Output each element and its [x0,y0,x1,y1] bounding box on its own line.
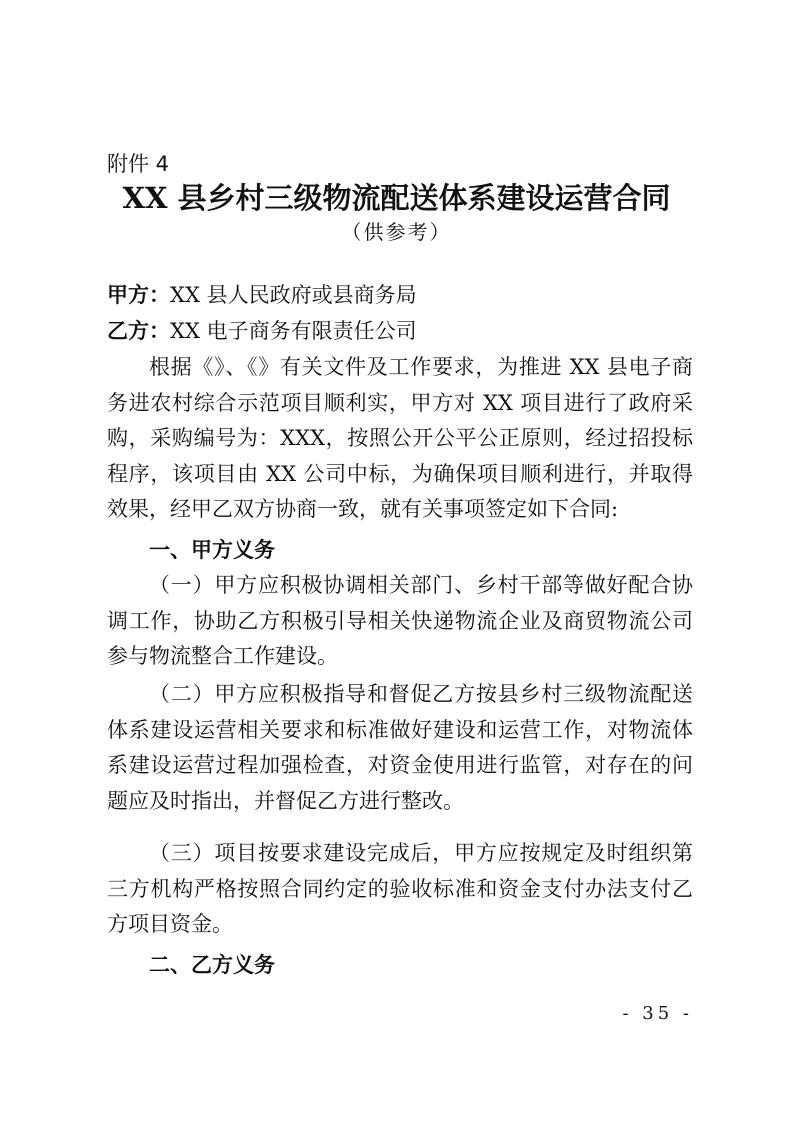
document-title: XX 县乡村三级物流配送体系建设运营合同 [122,181,671,215]
section-heading-party-a-obligations: 一、甲方义务 [149,538,275,562]
party-a-label: 甲方： [107,283,170,307]
page-number: - 35 - [622,1003,693,1024]
party-b-name: XX 电子商务有限责任公司 [170,319,417,343]
document-subtitle: （供参考） [341,220,452,244]
clause-paragraph: （二）甲方应积极指导和督促乙方按县乡村三级物流配送体系建设运营相关要求和标准做好建设和运营工作，对物流体系建设运营过程加强检查，对资金使用进行监管，对存在的问题应及时指出，并督促乙方进行整改。 [107,682,693,813]
party-a-name: XX 县人民政府或县商务局 [170,283,417,307]
attachment-label: 附件 4 [107,152,170,176]
section-heading-party-b-obligations: 二、乙方义务 [149,953,275,977]
party-b [107,316,417,346]
party-a [107,280,417,310]
intro-paragraph: 根据《》、《》有关文件及工作要求，为推进 XX 县电子商务进农村综合示范项目顺利实，甲方对 XX 项目进行了政府采购，采购编号为：XXX，按照公开公平公正原则，经过招投标程序，该项目由 XX 公司中标，为确保项目顺利进行，并取得效果，经甲乙双方协商一致，就有关事项签定如下合同: [107,355,693,521]
party-b-label: 乙方： [107,319,170,343]
clause-paragraph: （三）项目按要求建设完成后，甲方应按规定及时组织第三方机构严格按照合同约定的验收标准和资金支付办法支付乙方项目资金。 [107,841,693,936]
clause-paragraph: （一）甲方应积极协调相关部门、乡村干部等做好配合协调工作，协助乙方积极引导相关快递物流企业及商贸物流公司参与物流整合工作建设。 [107,573,693,668]
